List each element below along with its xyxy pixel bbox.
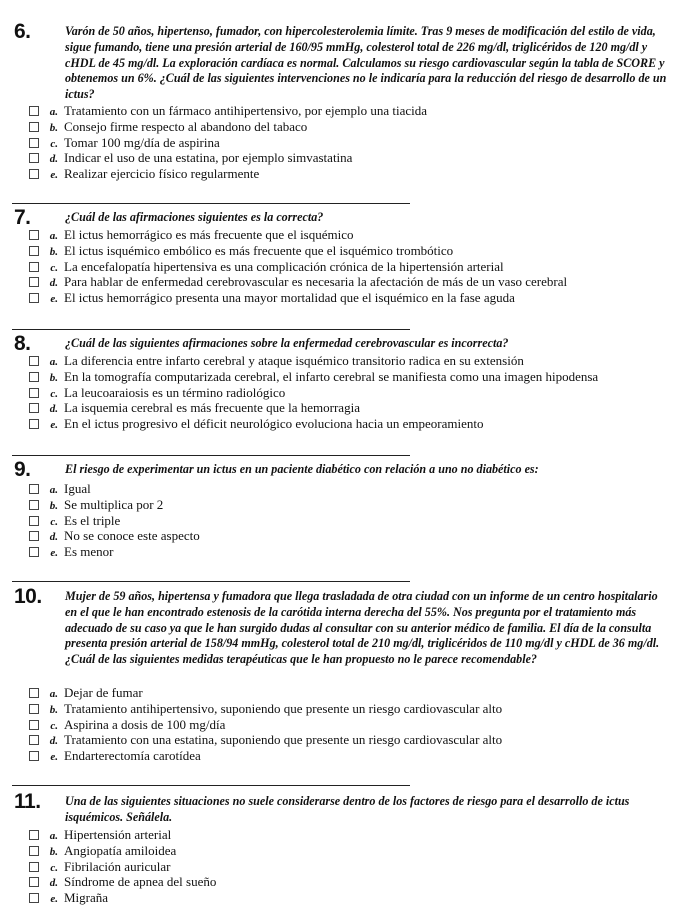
checkbox[interactable] [29, 484, 39, 494]
option-c[interactable]: c. Es el triple [29, 513, 200, 529]
question-number: 11. [14, 790, 41, 813]
answer-options [29, 481, 200, 560]
question-number: 6. [14, 20, 31, 43]
checkbox[interactable] [29, 230, 39, 240]
checkbox[interactable] [29, 720, 39, 730]
checkbox[interactable] [29, 531, 39, 541]
question-text: Mujer de 59 años, hipertensa y fumadora que llega trasladada de otra ciudad con un informe de un centro hospitalario en el que le han encontrado estenosis de la carótida interna derecha del 55%. Nos pregunta por el tratamiento más adecuado de su caso ya que le han surgido dudas al consultar con su anterior médico de familia. El día de la consulta presenta presión arterial de 158/94 mmHg, colesterol total de 210 mg/dl, triglicéridos de 110 mg/dl y cHDL de 36 mg/dl. ¿Cuál de las siguientes medidas terapéuticas que le han propuesto no le parece recomendable? [65, 589, 660, 667]
option-b[interactable]: b. Se multiplica por 2 [29, 497, 200, 513]
checkbox[interactable] [29, 153, 39, 163]
divider [12, 203, 410, 204]
option-d[interactable]: d. Tratamiento con una estatina, suponiendo que presente un riesgo cardiovascular alto [29, 732, 502, 748]
option-b[interactable]: b. En la tomografía computarizada cerebral, el infarto cerebral se manifiesta como una imagen hipodensa [29, 369, 598, 385]
checkbox[interactable] [29, 516, 39, 526]
option-a[interactable]: a. La diferencia entre infarto cerebral y ataque isquémico transitorio radica en su extensión [29, 353, 598, 369]
option-e[interactable]: e. Migraña [29, 890, 216, 906]
checkbox[interactable] [29, 735, 39, 745]
checkbox[interactable] [29, 846, 39, 856]
checkbox[interactable] [29, 122, 39, 132]
checkbox[interactable] [29, 169, 39, 179]
answer-options [29, 227, 567, 306]
checkbox[interactable] [29, 419, 39, 429]
checkbox[interactable] [29, 830, 39, 840]
option-b[interactable]: b. Consejo firme respecto al abandono del tabaco [29, 119, 427, 135]
option-a[interactable]: a. Igual [29, 481, 200, 497]
checkbox[interactable] [29, 106, 39, 116]
option-c[interactable]: c. La leucoaraiosis es un término radiológico [29, 385, 598, 401]
option-c[interactable]: c. Aspirina a dosis de 100 mg/día [29, 717, 502, 733]
checkbox[interactable] [29, 403, 39, 413]
option-e[interactable]: e. El ictus hemorrágico presenta una mayor mortalidad que el isquémico en la fase aguda [29, 290, 567, 306]
option-d[interactable]: d. Indicar el uso de una estatina, por ejemplo simvastatina [29, 150, 427, 166]
option-a[interactable]: a. El ictus hemorrágico es más frecuente que el isquémico [29, 227, 567, 243]
option-e[interactable]: e. Endarterectomía carotídea [29, 748, 502, 764]
option-e[interactable]: e. En el ictus progresivo el déficit neurológico evoluciona hacia un empeoramiento [29, 416, 598, 432]
checkbox[interactable] [29, 372, 39, 382]
question-text: Varón de 50 años, hipertenso, fumador, con hipercolesterolemia límite. Tras 9 meses de modificación del estilo de vida, sigue fumando, tiene una presión arterial de 160/95 mmHg, colesterol total de 226 mg/dl, triglicéridos de 120 mg/dl y cHDL de 45 mg/dl. La exploración cardíaca es normal. Calculamos su riesgo cardiovascular según la tabla de SCORE y obtenemos un 6%. ¿Cuál de las siguientes intervenciones no le indicaría para la reducción del riesgo de desarrollo de un ictus? [65, 24, 667, 102]
option-c[interactable]: c. Fibrilación auricular [29, 859, 216, 875]
question-number: 10. [14, 585, 42, 608]
question-text: ¿Cuál de las siguientes afirmaciones sobre la enfermedad cerebrovascular es incorrecta? [65, 336, 509, 350]
option-c[interactable]: c. Tomar 100 mg/día de aspirina [29, 135, 427, 151]
checkbox[interactable] [29, 138, 39, 148]
option-d[interactable]: d. Para hablar de enfermedad cerebrovascular es necesaria la afectación de más de un vaso cerebral [29, 274, 567, 290]
checkbox[interactable] [29, 893, 39, 903]
option-a[interactable]: a. Tratamiento con un fármaco antihipertensivo, por ejemplo una tiacida [29, 103, 427, 119]
answer-options [29, 827, 216, 906]
divider [12, 581, 410, 582]
option-d[interactable]: d. Síndrome de apnea del sueño [29, 874, 216, 890]
question-number: 9. [14, 458, 31, 481]
divider [12, 455, 410, 456]
question-number: 7. [14, 206, 31, 229]
checkbox[interactable] [29, 862, 39, 872]
question-number: 8. [14, 332, 31, 355]
option-c[interactable]: c. La encefalopatía hipertensiva es una complicación crónica de la hipertensión arterial [29, 259, 567, 275]
checkbox[interactable] [29, 500, 39, 510]
checkbox[interactable] [29, 262, 39, 272]
checkbox[interactable] [29, 356, 39, 366]
answer-options [29, 353, 598, 432]
answer-options [29, 103, 427, 182]
checkbox[interactable] [29, 388, 39, 398]
divider [12, 785, 410, 786]
checkbox[interactable] [29, 277, 39, 287]
option-a[interactable]: a. Dejar de fumar [29, 685, 502, 701]
option-e[interactable]: e. Realizar ejercicio físico regularmente [29, 166, 427, 182]
question-text: ¿Cuál de las afirmaciones siguientes es la correcta? [65, 210, 324, 224]
option-a[interactable]: a. Hipertensión arterial [29, 827, 216, 843]
divider [12, 329, 410, 330]
question-text: El riesgo de experimentar un ictus en un paciente diabético con relación a uno no diabético es: [65, 462, 539, 476]
checkbox[interactable] [29, 293, 39, 303]
checkbox[interactable] [29, 688, 39, 698]
checkbox[interactable] [29, 751, 39, 761]
option-e[interactable]: e. Es menor [29, 544, 200, 560]
option-b[interactable]: b. Angiopatía amiloidea [29, 843, 216, 859]
checkbox[interactable] [29, 704, 39, 714]
answer-options [29, 685, 502, 764]
checkbox[interactable] [29, 246, 39, 256]
checkbox[interactable] [29, 877, 39, 887]
option-b[interactable]: b. El ictus isquémico embólico es más frecuente que el isquémico trombótico [29, 243, 567, 259]
option-b[interactable]: b. Tratamiento antihipertensivo, suponiendo que presente un riesgo cardiovascular alto [29, 701, 502, 717]
checkbox[interactable] [29, 547, 39, 557]
option-d[interactable]: d. No se conoce este aspecto [29, 528, 200, 544]
question-text: Una de las siguientes situaciones no suele considerarse dentro de los factores de riesgo para el desarrollo de ictus isquémicos. Señálela. [65, 794, 630, 824]
option-d[interactable]: d. La isquemia cerebral es más frecuente que la hemorragia [29, 400, 598, 416]
